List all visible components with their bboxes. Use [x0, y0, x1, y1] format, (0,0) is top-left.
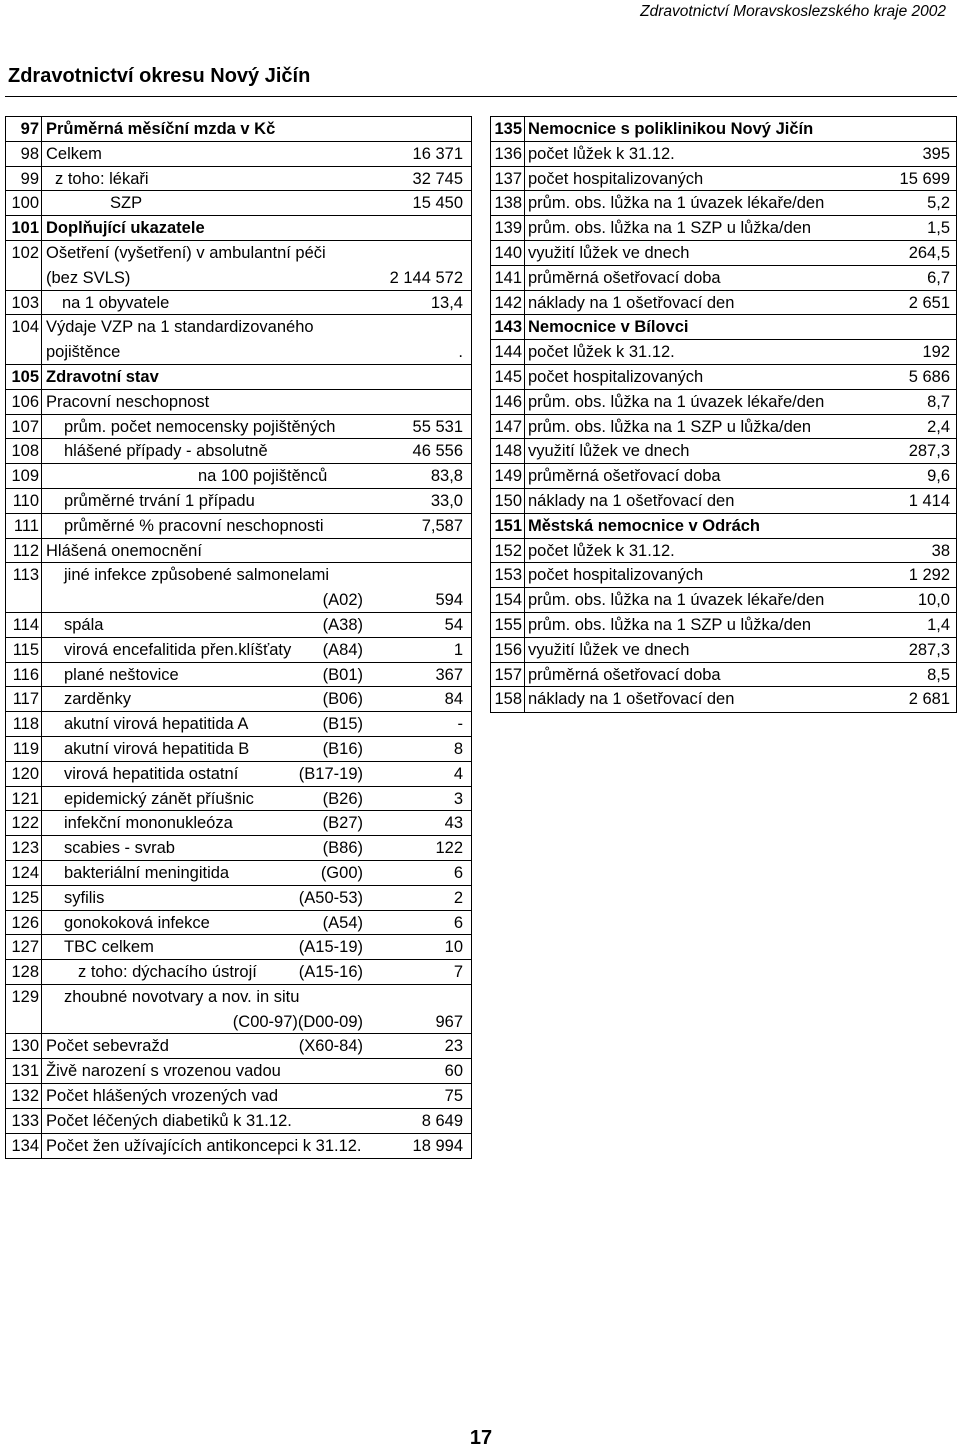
table-row — [6, 1134, 471, 1159]
diagnosis-code: (B26) — [322, 789, 363, 808]
row-value: 2 144 572 — [389, 268, 463, 287]
row-label: využití lůžek ve dnech — [528, 640, 690, 659]
row-label: prům. obs. lůžka na 1 úvazek lékaře/den — [528, 591, 825, 610]
page-number: 17 — [469, 1427, 493, 1449]
row-label: Výdaje VZP na 1 standardizovaného — [46, 318, 314, 337]
row-number: 142 — [491, 291, 525, 315]
row-value: 33,0 — [430, 491, 463, 510]
table-row — [6, 1034, 471, 1059]
row-label: Celkem — [46, 144, 102, 163]
row-number: 102 — [6, 241, 42, 290]
row-number: 151 — [491, 514, 525, 538]
row-number: 129 — [6, 985, 42, 1034]
row-label: z toho: dýchacího ústrojí — [78, 963, 257, 982]
row-value: 8,5 — [927, 665, 950, 684]
row-value: 192 — [922, 343, 950, 362]
row-value: 23 — [444, 1037, 463, 1056]
diagnosis-code: (A50-53) — [298, 888, 363, 907]
row-label: průměrná ošetřovací doba — [528, 268, 721, 287]
row-value: 7 — [453, 963, 463, 982]
table-row — [491, 489, 956, 514]
row-number: 116 — [6, 663, 42, 687]
row-number: 132 — [6, 1084, 42, 1108]
row-label: Počet sebevražd — [46, 1037, 169, 1056]
row-value: 84 — [444, 690, 463, 709]
row-number: 104 — [6, 315, 42, 364]
section-title: Nemocnice v Bílovci — [528, 318, 689, 337]
row-label-continuation: pojištěnce — [46, 343, 121, 362]
row-value: 13,4 — [430, 293, 463, 312]
row-label: syfilis — [64, 888, 105, 907]
row-number: 146 — [491, 390, 525, 414]
diagnosis-code: (X60-84) — [298, 1037, 363, 1056]
row-value: 264,5 — [908, 243, 950, 262]
row-number: 119 — [6, 737, 42, 761]
table-row — [491, 191, 956, 216]
table-row — [6, 315, 471, 365]
row-label: spála — [64, 615, 104, 634]
row-label: zarděnky — [64, 690, 131, 709]
table-row — [6, 439, 471, 464]
section-header-row — [491, 117, 956, 142]
table-row — [6, 836, 471, 861]
page-title: Zdravotnictví okresu Nový Jičín — [8, 65, 311, 87]
row-label: Pracovní neschopnost — [46, 392, 210, 411]
row-value: 16 371 — [412, 144, 463, 163]
row-value: 2,4 — [927, 417, 950, 436]
row-value: 7,587 — [421, 516, 463, 535]
table-row — [6, 191, 471, 216]
table-row — [491, 340, 956, 365]
hospital-indicators-table — [490, 116, 957, 713]
row-value: 1 414 — [908, 491, 950, 510]
row-label: využití lůžek ve dnech — [528, 442, 690, 461]
row-value: 8,7 — [927, 392, 950, 411]
row-number: 107 — [6, 415, 42, 439]
row-number: 141 — [491, 266, 525, 290]
row-number: 130 — [6, 1034, 42, 1058]
row-number: 157 — [491, 663, 525, 687]
row-value: 8 649 — [421, 1111, 463, 1130]
row-number: 99 — [6, 167, 42, 191]
diagnosis-code: (A38) — [322, 615, 363, 634]
section-header-row — [491, 315, 956, 340]
row-number: 114 — [6, 613, 42, 637]
table-row — [6, 687, 471, 712]
row-number: 144 — [491, 340, 525, 364]
row-number: 108 — [6, 439, 42, 463]
row-value: 2 681 — [908, 690, 950, 709]
row-number: 126 — [6, 911, 42, 935]
district-indicators-table — [5, 116, 472, 1159]
row-value: 38 — [931, 541, 950, 560]
row-label: průměrná ošetřovací doba — [528, 467, 721, 486]
row-label: Živě narození s vrozenou vadou — [46, 1062, 281, 1081]
row-number: 97 — [6, 117, 42, 141]
row-value: 395 — [922, 144, 950, 163]
row-number: 137 — [491, 167, 525, 191]
table-row — [491, 216, 956, 241]
table-row — [6, 1109, 471, 1134]
title-divider — [5, 96, 957, 97]
table-row — [6, 464, 471, 489]
section-header-row — [6, 216, 471, 241]
diagnosis-code: (A15-16) — [298, 963, 363, 982]
row-number: 152 — [491, 539, 525, 563]
row-value: 10,0 — [917, 591, 950, 610]
row-label: SZP — [110, 194, 143, 213]
row-label: prům. obs. lůžka na 1 úvazek lékaře/den — [528, 194, 825, 213]
row-value: 967 — [435, 1012, 463, 1031]
row-number: 118 — [6, 712, 42, 736]
row-number: 124 — [6, 861, 42, 885]
row-label: gonokoková infekce — [64, 913, 210, 932]
table-row — [491, 291, 956, 316]
row-number: 138 — [491, 191, 525, 215]
row-label: zhoubné novotvary a nov. in situ — [64, 987, 300, 1006]
row-value: 32 745 — [412, 169, 463, 188]
running-header: Zdravotnictví Moravskoslezského kraje 2002 — [640, 3, 946, 20]
row-label: prům. počet nemocensky pojištěných — [64, 417, 336, 436]
table-row — [491, 142, 956, 167]
row-number: 115 — [6, 638, 42, 662]
row-label: náklady na 1 ošetřovací den — [528, 690, 735, 709]
row-value: 15 699 — [899, 169, 950, 188]
diagnosis-code: (B27) — [322, 814, 363, 833]
row-label: Počet žen užívajících antikoncepci k 31.12. — [46, 1136, 362, 1155]
row-label: TBC celkem — [64, 938, 154, 957]
row-number: 98 — [6, 142, 42, 166]
table-row — [6, 886, 471, 911]
row-label: průměrné trvání 1 případu — [64, 491, 255, 510]
table-row — [6, 167, 471, 192]
table-row — [6, 563, 471, 613]
row-number: 123 — [6, 836, 42, 860]
row-label: využití lůžek ve dnech — [528, 243, 690, 262]
row-number: 136 — [491, 142, 525, 166]
table-row — [6, 390, 471, 415]
table-row — [491, 613, 956, 638]
table-row — [6, 1084, 471, 1109]
row-label: prům. obs. lůžka na 1 SZP u lůžka/den — [528, 219, 812, 238]
row-number: 117 — [6, 687, 42, 711]
row-label: na 1 obyvatele — [62, 293, 170, 312]
diagnosis-code: (G00) — [320, 863, 363, 882]
table-row — [491, 241, 956, 266]
row-label: epidemický zánět příušnic — [64, 789, 254, 808]
row-value: 6 — [453, 863, 463, 882]
row-number: 100 — [6, 191, 42, 215]
row-value: 10 — [444, 938, 463, 957]
row-number: 101 — [6, 216, 42, 240]
row-number: 121 — [6, 787, 42, 811]
table-row — [491, 464, 956, 489]
row-label: virová hepatitida ostatní — [64, 764, 239, 783]
row-value: 1 292 — [908, 566, 950, 585]
row-label: infekční mononukleóza — [64, 814, 233, 833]
table-row — [6, 142, 471, 167]
row-number: 134 — [6, 1134, 42, 1159]
row-label: počet lůžek k 31.12. — [528, 541, 675, 560]
row-number: 113 — [6, 563, 42, 612]
row-value: 5 686 — [908, 367, 950, 386]
row-value: 367 — [435, 665, 463, 684]
row-label: počet hospitalizovaných — [528, 367, 704, 386]
row-number: 135 — [491, 117, 525, 141]
row-label: plané neštovice — [64, 665, 179, 684]
table-row — [6, 737, 471, 762]
row-label: prům. obs. lůžka na 1 úvazek lékaře/den — [528, 392, 825, 411]
row-value: 5,2 — [927, 194, 950, 213]
row-number: 110 — [6, 489, 42, 513]
table-row — [491, 539, 956, 564]
row-number: 112 — [6, 539, 42, 563]
row-value: 18 994 — [412, 1136, 463, 1155]
row-number: 156 — [491, 638, 525, 662]
diagnosis-code: (A54) — [322, 913, 363, 932]
row-value: 60 — [444, 1062, 463, 1081]
row-label: počet hospitalizovaných — [528, 169, 704, 188]
row-value: 594 — [435, 591, 463, 610]
table-row — [6, 613, 471, 638]
diagnosis-code: (B01) — [322, 665, 363, 684]
row-value: 1 — [453, 640, 463, 659]
row-number: 143 — [491, 315, 525, 339]
row-number: 133 — [6, 1109, 42, 1133]
diagnosis-code: (B86) — [322, 839, 363, 858]
row-label: bakteriální meningitida — [64, 863, 230, 882]
row-number: 122 — [6, 811, 42, 835]
row-value: 15 450 — [412, 194, 463, 213]
section-title: Doplňující ukazatele — [46, 219, 205, 238]
row-number: 120 — [6, 762, 42, 786]
row-value: 9,6 — [927, 467, 950, 486]
row-number: 128 — [6, 960, 42, 984]
table-row — [491, 167, 956, 192]
row-value: 6,7 — [927, 268, 950, 287]
table-row — [491, 563, 956, 588]
table-row — [491, 663, 956, 688]
row-label: průměrné % pracovní neschopnosti — [64, 516, 324, 535]
row-label: Počet hlášených vrozených vad — [46, 1087, 279, 1106]
row-value: 8 — [453, 739, 463, 758]
row-value: 2 651 — [908, 293, 950, 312]
row-number: 158 — [491, 687, 525, 712]
diagnosis-code: (A02) — [322, 591, 363, 610]
table-row — [6, 811, 471, 836]
row-value: 55 531 — [412, 417, 463, 436]
section-title: Zdravotní stav — [46, 367, 159, 386]
row-value: - — [457, 715, 463, 734]
row-value: . — [458, 343, 463, 362]
table-row — [6, 960, 471, 985]
diagnosis-code: (B17-19) — [298, 764, 363, 783]
diagnosis-code: (B06) — [322, 690, 363, 709]
row-value: 122 — [435, 839, 463, 858]
row-value: 287,3 — [908, 442, 950, 461]
table-row — [6, 762, 471, 787]
row-number: 131 — [6, 1059, 42, 1083]
row-label: virová encefalitida přen.klíšťaty — [64, 640, 292, 659]
row-number: 145 — [491, 365, 525, 389]
row-number: 147 — [491, 415, 525, 439]
row-label: akutní virová hepatitida B — [64, 739, 250, 758]
diagnosis-code: (A84) — [322, 640, 363, 659]
row-value: 75 — [444, 1087, 463, 1106]
row-number: 153 — [491, 563, 525, 587]
table-row — [6, 985, 471, 1035]
diagnosis-code: (B16) — [322, 739, 363, 758]
row-number: 127 — [6, 935, 42, 959]
table-row — [6, 539, 471, 564]
section-title: Nemocnice s poliklinikou Nový Jičín — [528, 120, 814, 138]
row-label: prům. obs. lůžka na 1 SZP u lůžka/den — [528, 615, 812, 634]
row-number: 140 — [491, 241, 525, 265]
row-label-continuation: (bez SVLS) — [46, 268, 131, 287]
row-value: 2 — [453, 888, 463, 907]
table-row — [491, 588, 956, 613]
row-value: 43 — [444, 814, 463, 833]
section-header-row — [6, 365, 471, 390]
table-row — [6, 861, 471, 886]
row-label: z toho: lékaři — [55, 169, 149, 188]
row-label: Hlášená onemocnění — [46, 541, 202, 560]
table-row — [491, 365, 956, 390]
row-value: 3 — [453, 789, 463, 808]
row-value: 4 — [453, 764, 463, 783]
row-label: náklady na 1 ošetřovací den — [528, 491, 735, 510]
row-label: počet lůžek k 31.12. — [528, 144, 675, 163]
row-number: 111 — [6, 514, 42, 538]
table-row — [6, 911, 471, 936]
table-row — [6, 415, 471, 440]
row-number: 155 — [491, 613, 525, 637]
row-label: Počet léčených diabetiků k 31.12. — [46, 1111, 292, 1130]
table-row — [6, 712, 471, 737]
table-row — [491, 687, 956, 712]
table-row — [491, 638, 956, 663]
section-header-row — [6, 117, 471, 142]
row-number: 150 — [491, 489, 525, 513]
table-row — [491, 266, 956, 291]
row-label: scabies - svrab — [64, 839, 175, 858]
table-row — [6, 1059, 471, 1084]
row-value: 54 — [444, 615, 463, 634]
table-row — [6, 489, 471, 514]
row-number: 103 — [6, 291, 42, 315]
row-label: na 100 pojištěnců — [198, 467, 328, 486]
row-label: počet lůžek k 31.12. — [528, 343, 675, 362]
table-row — [491, 415, 956, 440]
row-number: 148 — [491, 439, 525, 463]
table-row — [6, 935, 471, 960]
row-number: 125 — [6, 886, 42, 910]
row-label: Ošetření (vyšetření) v ambulantní péči — [46, 243, 326, 262]
section-title: Městská nemocnice v Odrách — [528, 516, 761, 535]
row-value: 83,8 — [430, 467, 463, 486]
row-value: 287,3 — [908, 640, 950, 659]
row-label: počet hospitalizovaných — [528, 566, 704, 585]
row-number: 154 — [491, 588, 525, 612]
table-row — [6, 663, 471, 688]
row-value: 6 — [453, 913, 463, 932]
row-number: 149 — [491, 464, 525, 488]
row-value: 46 556 — [412, 442, 463, 461]
row-label: prům. obs. lůžka na 1 SZP u lůžka/den — [528, 417, 812, 436]
row-number: 105 — [6, 365, 42, 389]
table-row — [491, 439, 956, 464]
diagnosis-code: (B15) — [322, 715, 363, 734]
diagnosis-code: (C00-97)(D00-09) — [232, 1012, 363, 1031]
table-row — [6, 787, 471, 812]
diagnosis-code: (A15-19) — [298, 938, 363, 957]
table-row — [6, 241, 471, 291]
row-label: náklady na 1 ošetřovací den — [528, 293, 735, 312]
row-value: 1,5 — [927, 219, 950, 238]
row-label: průměrná ošetřovací doba — [528, 665, 721, 684]
table-row — [6, 291, 471, 316]
row-label: jiné infekce způsobené salmonelami — [64, 566, 330, 585]
row-value: 1,4 — [927, 615, 950, 634]
section-header-row — [491, 514, 956, 539]
row-label: hlášené případy - absolutně — [64, 442, 268, 461]
row-label: akutní virová hepatitida A — [64, 715, 249, 734]
table-row — [6, 514, 471, 539]
row-number: 106 — [6, 390, 42, 414]
section-title: Průměrná měsíční mzda v Kč — [46, 120, 276, 138]
table-row — [491, 390, 956, 415]
table-row — [6, 638, 471, 663]
row-number: 109 — [6, 464, 42, 488]
row-number: 139 — [491, 216, 525, 240]
